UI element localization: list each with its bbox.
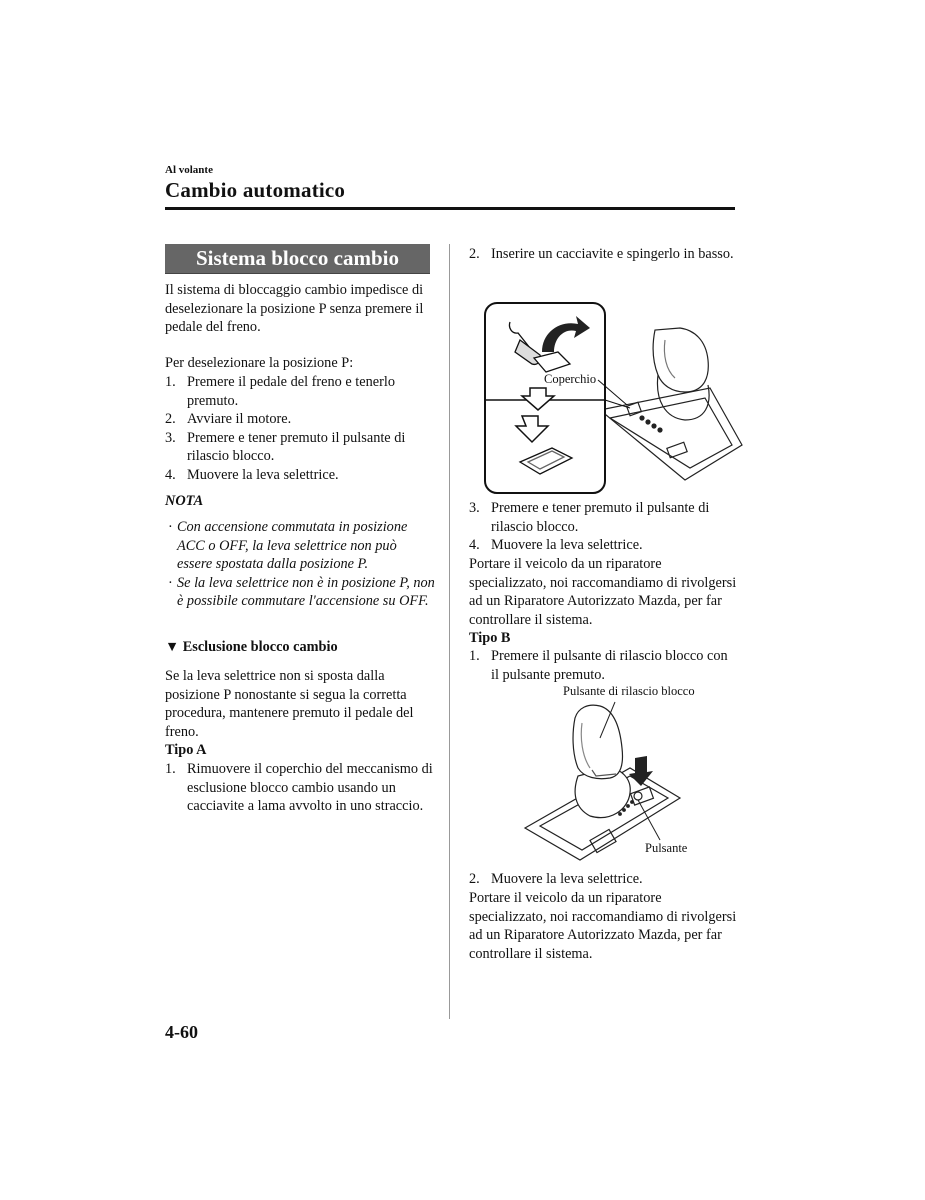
figure-type-a [480, 300, 750, 500]
type-b-closing: Portare il veicolo da un riparatore specializzato, noi raccomandiamo di rivolgersi ad un Riparatore Autorizzato Mazda, per far controllare il sistema. [469, 890, 737, 962]
figure-b-bottom-label: Pulsante [645, 841, 688, 855]
section-banner: Sistema blocco cambio [165, 244, 430, 274]
type-a-label: Tipo A [165, 742, 207, 758]
type-b-steps-after [469, 870, 739, 889]
type-a-steps [165, 760, 435, 816]
steps-intro: Per deselezionare la posizione P: [165, 355, 354, 371]
figure-a-label: Coperchio [544, 372, 597, 386]
list-item: 4. Muovere la leva selettrice. [165, 466, 339, 483]
type-a-steps-continued [469, 245, 739, 264]
type-a-steps-after [469, 499, 739, 555]
console-illustration [600, 328, 742, 480]
column-divider [449, 244, 450, 1019]
note-list [165, 518, 435, 611]
list-item: 3. Premere e tener premuto il pulsante di rilascio blocco. [469, 500, 710, 535]
triangle-down-icon: ▼ [165, 639, 180, 655]
chapter-title: Cambio automatico [165, 178, 346, 202]
subsection-heading: ▼ Esclusione blocco cambio [165, 639, 338, 655]
intro-paragraph: Il sistema di bloccaggio cambio impedisce di deselezionare la posizione P senza premere il pedale del freno. [165, 282, 424, 336]
steps-list [165, 373, 435, 485]
type-a-closing: Portare il veicolo da un riparatore specializzato, noi raccomandiamo di rivolgersi ad un Riparatore Autorizzato Mazda, per far controllare il sistema. [469, 556, 737, 628]
list-item: 1. Premere il pulsante di rilascio blocco con il pulsante premuto. [469, 648, 728, 683]
page-number: 4-60 [165, 1022, 198, 1042]
list-item: 3. Premere e tener premuto il pulsante di rilascio blocco. [165, 429, 406, 465]
list-item: 1. Rimuovere il coperchio del meccanismo di esclusione blocco cambio usando un cacciavite a lama avvolto in uno straccio. [165, 761, 433, 815]
note-item: · Con accensione commutata in posizione ACC o OFF, la leva selettrice non può essere spostata dalla posizione P. [168, 519, 408, 573]
figure-b-top-label: Pulsante di rilascio blocco [563, 684, 695, 698]
note-item: · Se la leva selettrice non è in posizione P, non è possibile commutare l'accensione su OFF. [168, 574, 435, 610]
list-item: 2. Avviare il motore. [165, 411, 292, 428]
list-item: 2. Muovere la leva selettrice. [469, 871, 643, 887]
subsection-paragraph: Se la leva selettrice non si sposta dalla posizione P nonostante si segua la corretta procedura, mantenere premuto il pedale del freno. [165, 668, 414, 740]
list-item: 2. Inserire un cacciavite e spingerlo in basso. [469, 246, 734, 262]
header-rule [165, 207, 735, 210]
section-label: Al volante [165, 164, 213, 176]
list-item: 4. Muovere la leva selettrice. [469, 537, 643, 554]
list-item: 1. Premere il pedale del freno e tenerlo premuto. [165, 374, 395, 409]
note-title: NOTA [165, 493, 204, 509]
type-b-label: Tipo B [469, 630, 511, 646]
shift-knob [573, 705, 622, 779]
type-b-steps [469, 647, 739, 684]
